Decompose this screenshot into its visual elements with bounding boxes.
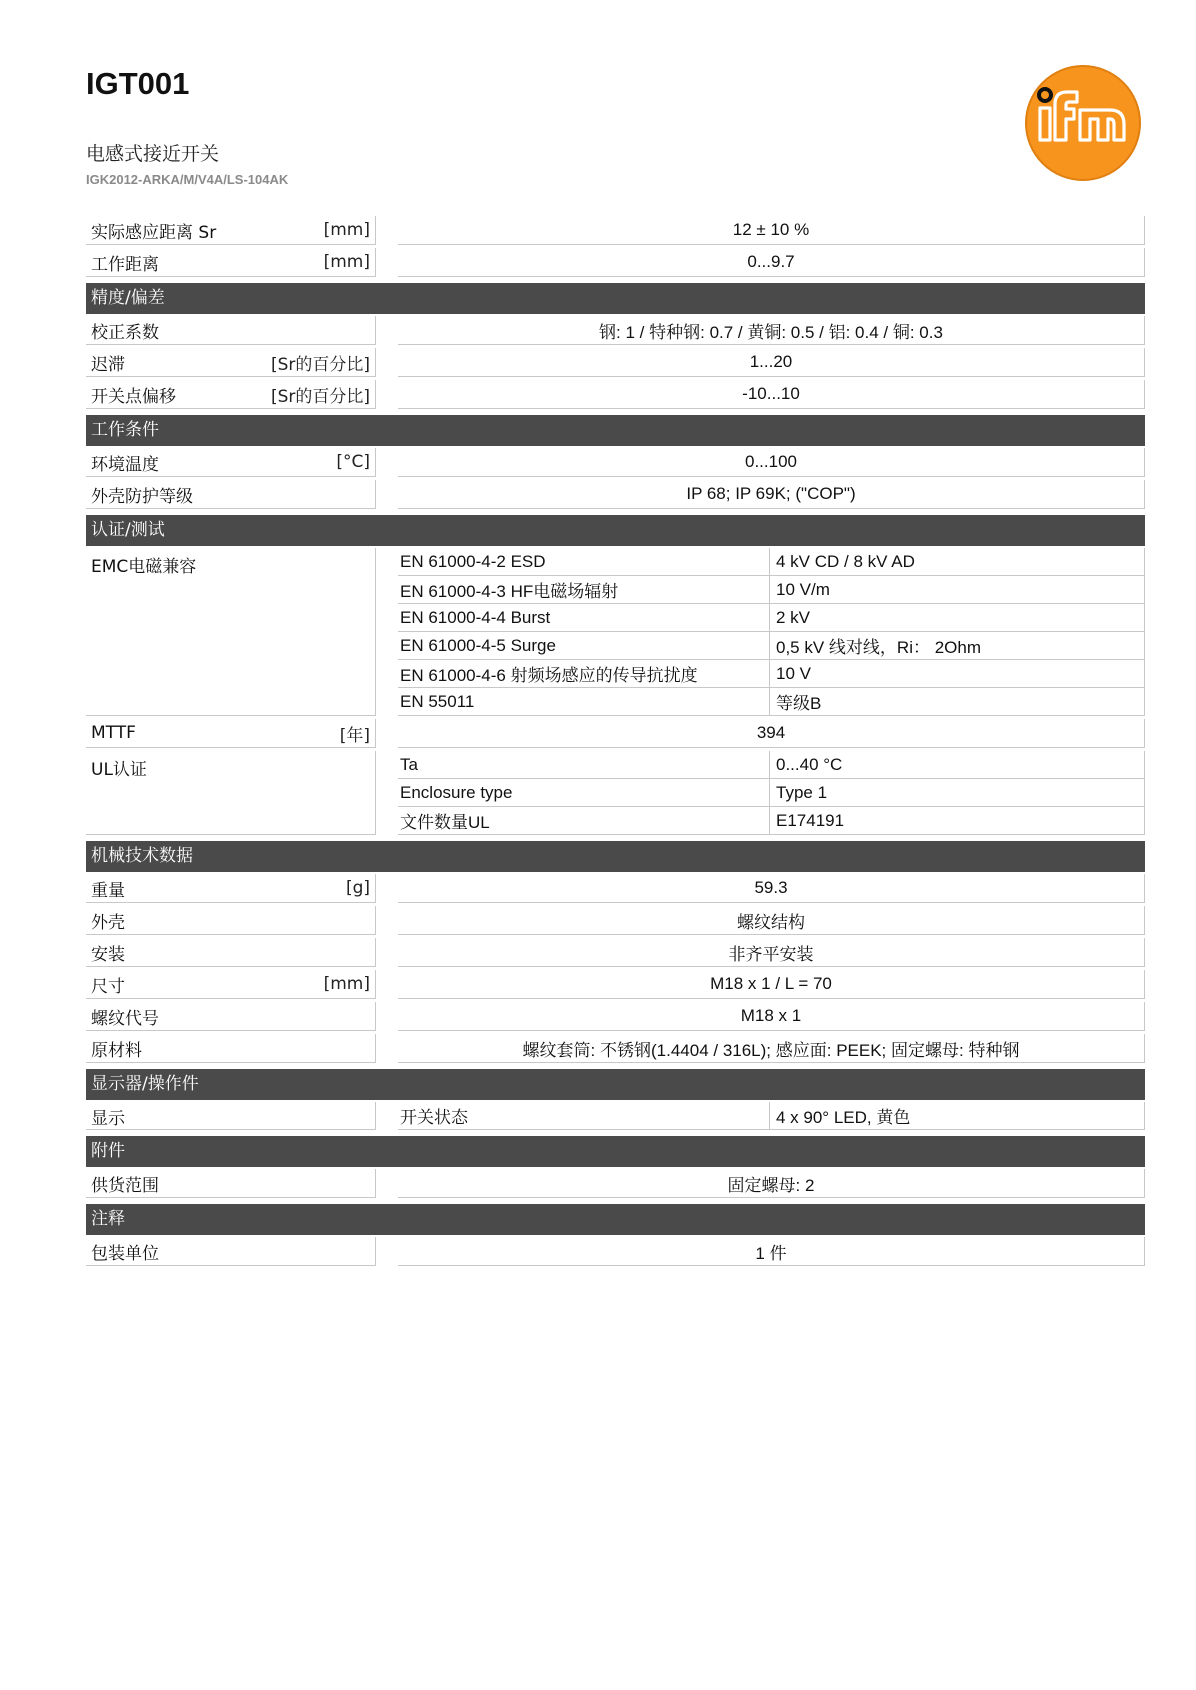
spec-value: 12 ± 10 % [398,216,1145,245]
spec-row [86,1002,1145,1031]
spec-value: M18 x 1 / L = 70 [398,970,1145,999]
sub-key: EN 55011 [398,688,770,716]
section-header-accessories: 附件 [86,1136,1145,1167]
sub-key: 文件数量UL [398,807,770,835]
spec-value: 非齐平安装 [398,938,1145,967]
sub-value: 10 V/m [770,576,1145,604]
spec-value: -10...10 [398,380,1145,409]
sub-key: EN 61000-4-4 Burst [398,604,770,632]
spec-row [86,448,1145,477]
sub-value: 4 x 90° LED, 黄色 [770,1102,1145,1130]
sub-row [398,548,1145,576]
spec-value: IP 68; IP 69K; ("COP") [398,480,1145,509]
sub-value: Type 1 [770,779,1145,807]
spec-label: 包装单位 [91,1243,159,1264]
sub-key: Enclosure type [398,779,770,807]
spec-label: 安装 [91,944,125,965]
sub-key: EN 61000-4-6 射频场感应的传导抗扰度 [398,660,770,688]
product-title: IGT001 [86,66,190,101]
spec-unit: [°C] [336,452,370,472]
sub-key: EN 61000-4-2 ESD [398,548,770,576]
spec-row [86,1169,1145,1198]
spec-unit: [mm] [323,220,370,240]
ifm-logo [1024,64,1142,182]
spec-row-mttf [86,719,1145,748]
section-header-approvals: 认证/测试 [86,515,1145,546]
sub-row [398,779,1145,807]
sub-row [398,576,1145,604]
spec-label: EMC电磁兼容 [86,548,376,716]
spec-value: 固定螺母: 2 [398,1169,1145,1198]
product-subtitle: 电感式接近开关 [86,143,220,165]
sub-row [398,632,1145,660]
spec-group-ul [86,751,1145,835]
sub-row [398,660,1145,688]
spec-label: 螺纹代号 [91,1008,159,1029]
spec-value: M18 x 1 [398,1002,1145,1031]
spec-row [86,316,1145,345]
spec-unit: [Sr的百分比] [270,386,370,407]
spec-label: 开关点偏移 [91,386,176,407]
spec-unit: [年] [339,725,370,746]
spec-label: MTTF [91,723,136,743]
sub-value: 10 V [770,660,1145,688]
spec-label: 重量 [91,880,125,901]
spec-value: 0...9.7 [398,248,1145,277]
sub-row [398,604,1145,632]
spec-value: 394 [398,719,1145,748]
sub-row [398,688,1145,716]
spec-label: UL认证 [86,751,376,835]
sub-key: 开关状态 [398,1102,770,1130]
spec-label: 尺寸 [91,976,125,997]
section-header-remarks: 注释 [86,1204,1145,1235]
spec-row [86,906,1145,935]
section-header-display: 显示器/操作件 [86,1069,1145,1100]
spec-unit: [mm] [323,974,370,994]
spec-value: 1 件 [398,1237,1145,1266]
spec-group-emc [86,548,1145,716]
sub-key: EN 61000-4-3 HF电磁场辐射 [398,576,770,604]
spec-label: 供货范围 [91,1175,159,1196]
datasheet [86,216,1145,1269]
spec-label: 校正系数 [91,322,159,343]
spec-group-display [86,1102,1145,1130]
spec-row [86,970,1145,999]
spec-label: 迟滞 [91,354,125,375]
sub-value: 0...40 °C [770,751,1145,779]
spec-row [86,1237,1145,1266]
spec-label: 外壳防护等级 [91,486,193,507]
spec-value: 59.3 [398,874,1145,903]
spec-row-sensing-range [86,216,1145,245]
article-number: IGK2012-ARKA/M/V4A/LS-104AK [86,172,289,187]
spec-value: 1...20 [398,348,1145,377]
spec-label: 外壳 [91,912,125,933]
sub-row [398,751,1145,779]
spec-label: 实际感应距离 Sr [91,222,217,243]
spec-label: 工作距离 [91,254,159,275]
spec-unit: [mm] [323,252,370,272]
section-header-accuracy: 精度/偏差 [86,283,1145,314]
spec-label: 环境温度 [91,454,159,475]
spec-value: 螺纹套筒: 不锈钢(1.4404 / 316L); 感应面: PEEK; 固定螺母: 特种钢 [398,1034,1145,1063]
section-header-operating: 工作条件 [86,415,1145,446]
sub-value: 2 kV [770,604,1145,632]
spec-value: 0...100 [398,448,1145,477]
spec-row [86,874,1145,903]
sub-key: EN 61000-4-5 Surge [398,632,770,660]
spec-unit: [Sr的百分比] [270,354,370,375]
spec-value: 螺纹结构 [398,906,1145,935]
section-header-mechanical: 机械技术数据 [86,841,1145,872]
sub-key: Ta [398,751,770,779]
spec-label: 原材料 [91,1040,142,1061]
spec-row [86,1034,1145,1063]
sub-row [398,807,1145,835]
sub-value: 0,5 kV 线对线，Ri： 2Ohm [770,632,1145,660]
spec-row [86,480,1145,509]
spec-row-operating-distance [86,248,1145,277]
spec-row [86,938,1145,967]
sub-value: 4 kV CD / 8 kV AD [770,548,1145,576]
spec-label: 显示 [86,1102,376,1130]
sub-row [398,1102,1145,1130]
spec-unit: [g] [345,878,370,898]
spec-row [86,380,1145,409]
sub-value: 等级B [770,688,1145,716]
spec-value: 钢: 1 / 特种钢: 0.7 / 黄铜: 0.5 / 铝: 0.4 / 铜: 0.3 [398,316,1145,345]
spec-row [86,348,1145,377]
sub-value: E174191 [770,807,1145,835]
